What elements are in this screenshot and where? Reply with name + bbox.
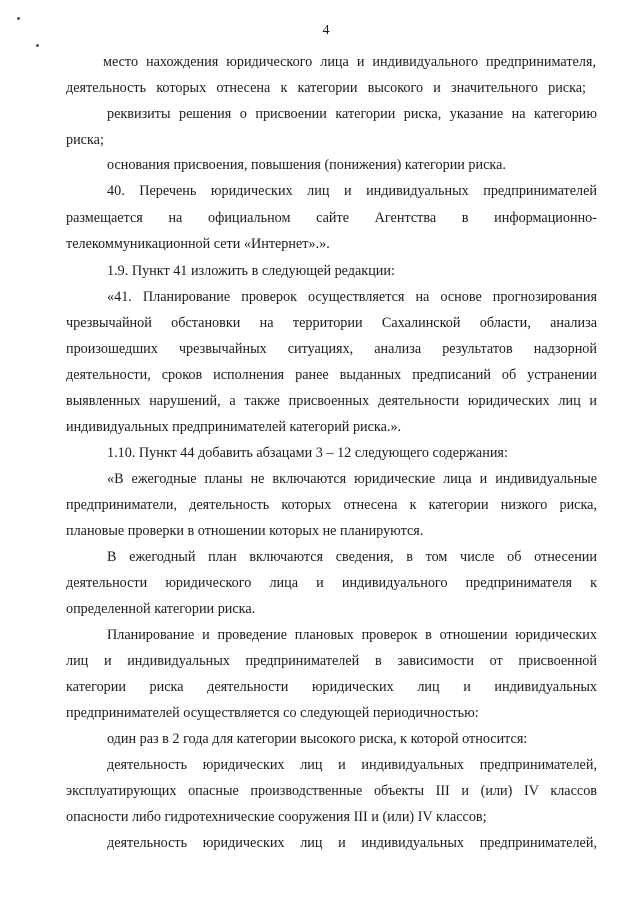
text-line: реквизиты решения о присвоении категории риска, указание на категорию — [107, 106, 597, 122]
text-line: определенной категории риска. — [66, 601, 256, 617]
text-line: 40. Перечень юридических лиц и индивидуальных предпринимателей — [107, 183, 597, 199]
text-line: чрезвычайной обстановки на территории Сахалинской области, анализа — [66, 315, 597, 331]
text-line: 1.9. Пункт 41 изложить в следующей редакции: — [107, 263, 395, 279]
text-line: основания присвоения, повышения (понижения) категории риска. — [107, 157, 506, 173]
text-line: деятельности юридического лица и индивидуального предпринимателя к — [66, 575, 597, 591]
text-line: эксплуатирующих опасные производственные объекты III и (или) IV классов — [66, 783, 597, 799]
text-line: деятельности, сроков исполнения ранее выданных предписаний об устранении — [66, 367, 597, 383]
text-line: лиц и индивидуальных предпринимателей в зависимости от присвоенной — [66, 653, 597, 669]
scan-speck — [36, 44, 39, 47]
text-line: деятельность юридических лиц и индивидуальных предпринимателей, — [107, 757, 597, 773]
scan-speck — [17, 17, 20, 20]
text-line: плановые проверки в отношении которых не планируются. — [66, 523, 424, 539]
text-line: «В ежегодные планы не включаются юридические лица и индивидуальные — [107, 471, 597, 487]
text-line: произошедших чрезвычайных ситуациях, анализа результатов надзорной — [66, 341, 597, 357]
text-line: предприниматели, деятельность которых отнесена к категории низкого риска, — [66, 497, 597, 513]
text-line: выявленных нарушений, а также присвоенных деятельности юридических лиц и — [66, 393, 597, 409]
text-line: индивидуальных предпринимателей категорий риска.». — [66, 419, 402, 435]
text-line: опасности либо гидротехнические сооружения III и (или) IV классов; — [66, 809, 487, 825]
text-line: деятельность которых отнесена к категории высокого и значительного риска; — [66, 80, 586, 96]
page-number: 4 — [322, 23, 330, 38]
text-line: один раз в 2 года для категории высокого риска, к которой относится: — [107, 731, 528, 747]
text-line: Планирование и проведение плановых проверок в отношении юридических — [107, 627, 597, 643]
text-line: категории риска деятельности юридических лиц и индивидуальных — [66, 679, 597, 695]
text-line: размещается на официальном сайте Агентства в информационно- — [66, 210, 597, 226]
text-line: 1.10. Пункт 44 добавить абзацами 3 – 12 следующего содержания: — [107, 445, 508, 461]
text-line: предпринимателей осуществляется со следующей периодичностью: — [66, 705, 479, 721]
text-line: риска; — [66, 132, 104, 148]
text-line: телекоммуникационной сети «Интернет».». — [66, 236, 330, 252]
text-line: место нахождения юридического лица и индивидуального предпринимателя, — [103, 54, 596, 70]
text-line: В ежегодный план включаются сведения, в том числе об отнесении — [107, 549, 597, 565]
text-line: «41. Планирование проверок осуществляется на основе прогнозирования — [107, 289, 597, 305]
text-line: деятельность юридических лиц и индивидуальных предпринимателей, — [107, 835, 597, 851]
